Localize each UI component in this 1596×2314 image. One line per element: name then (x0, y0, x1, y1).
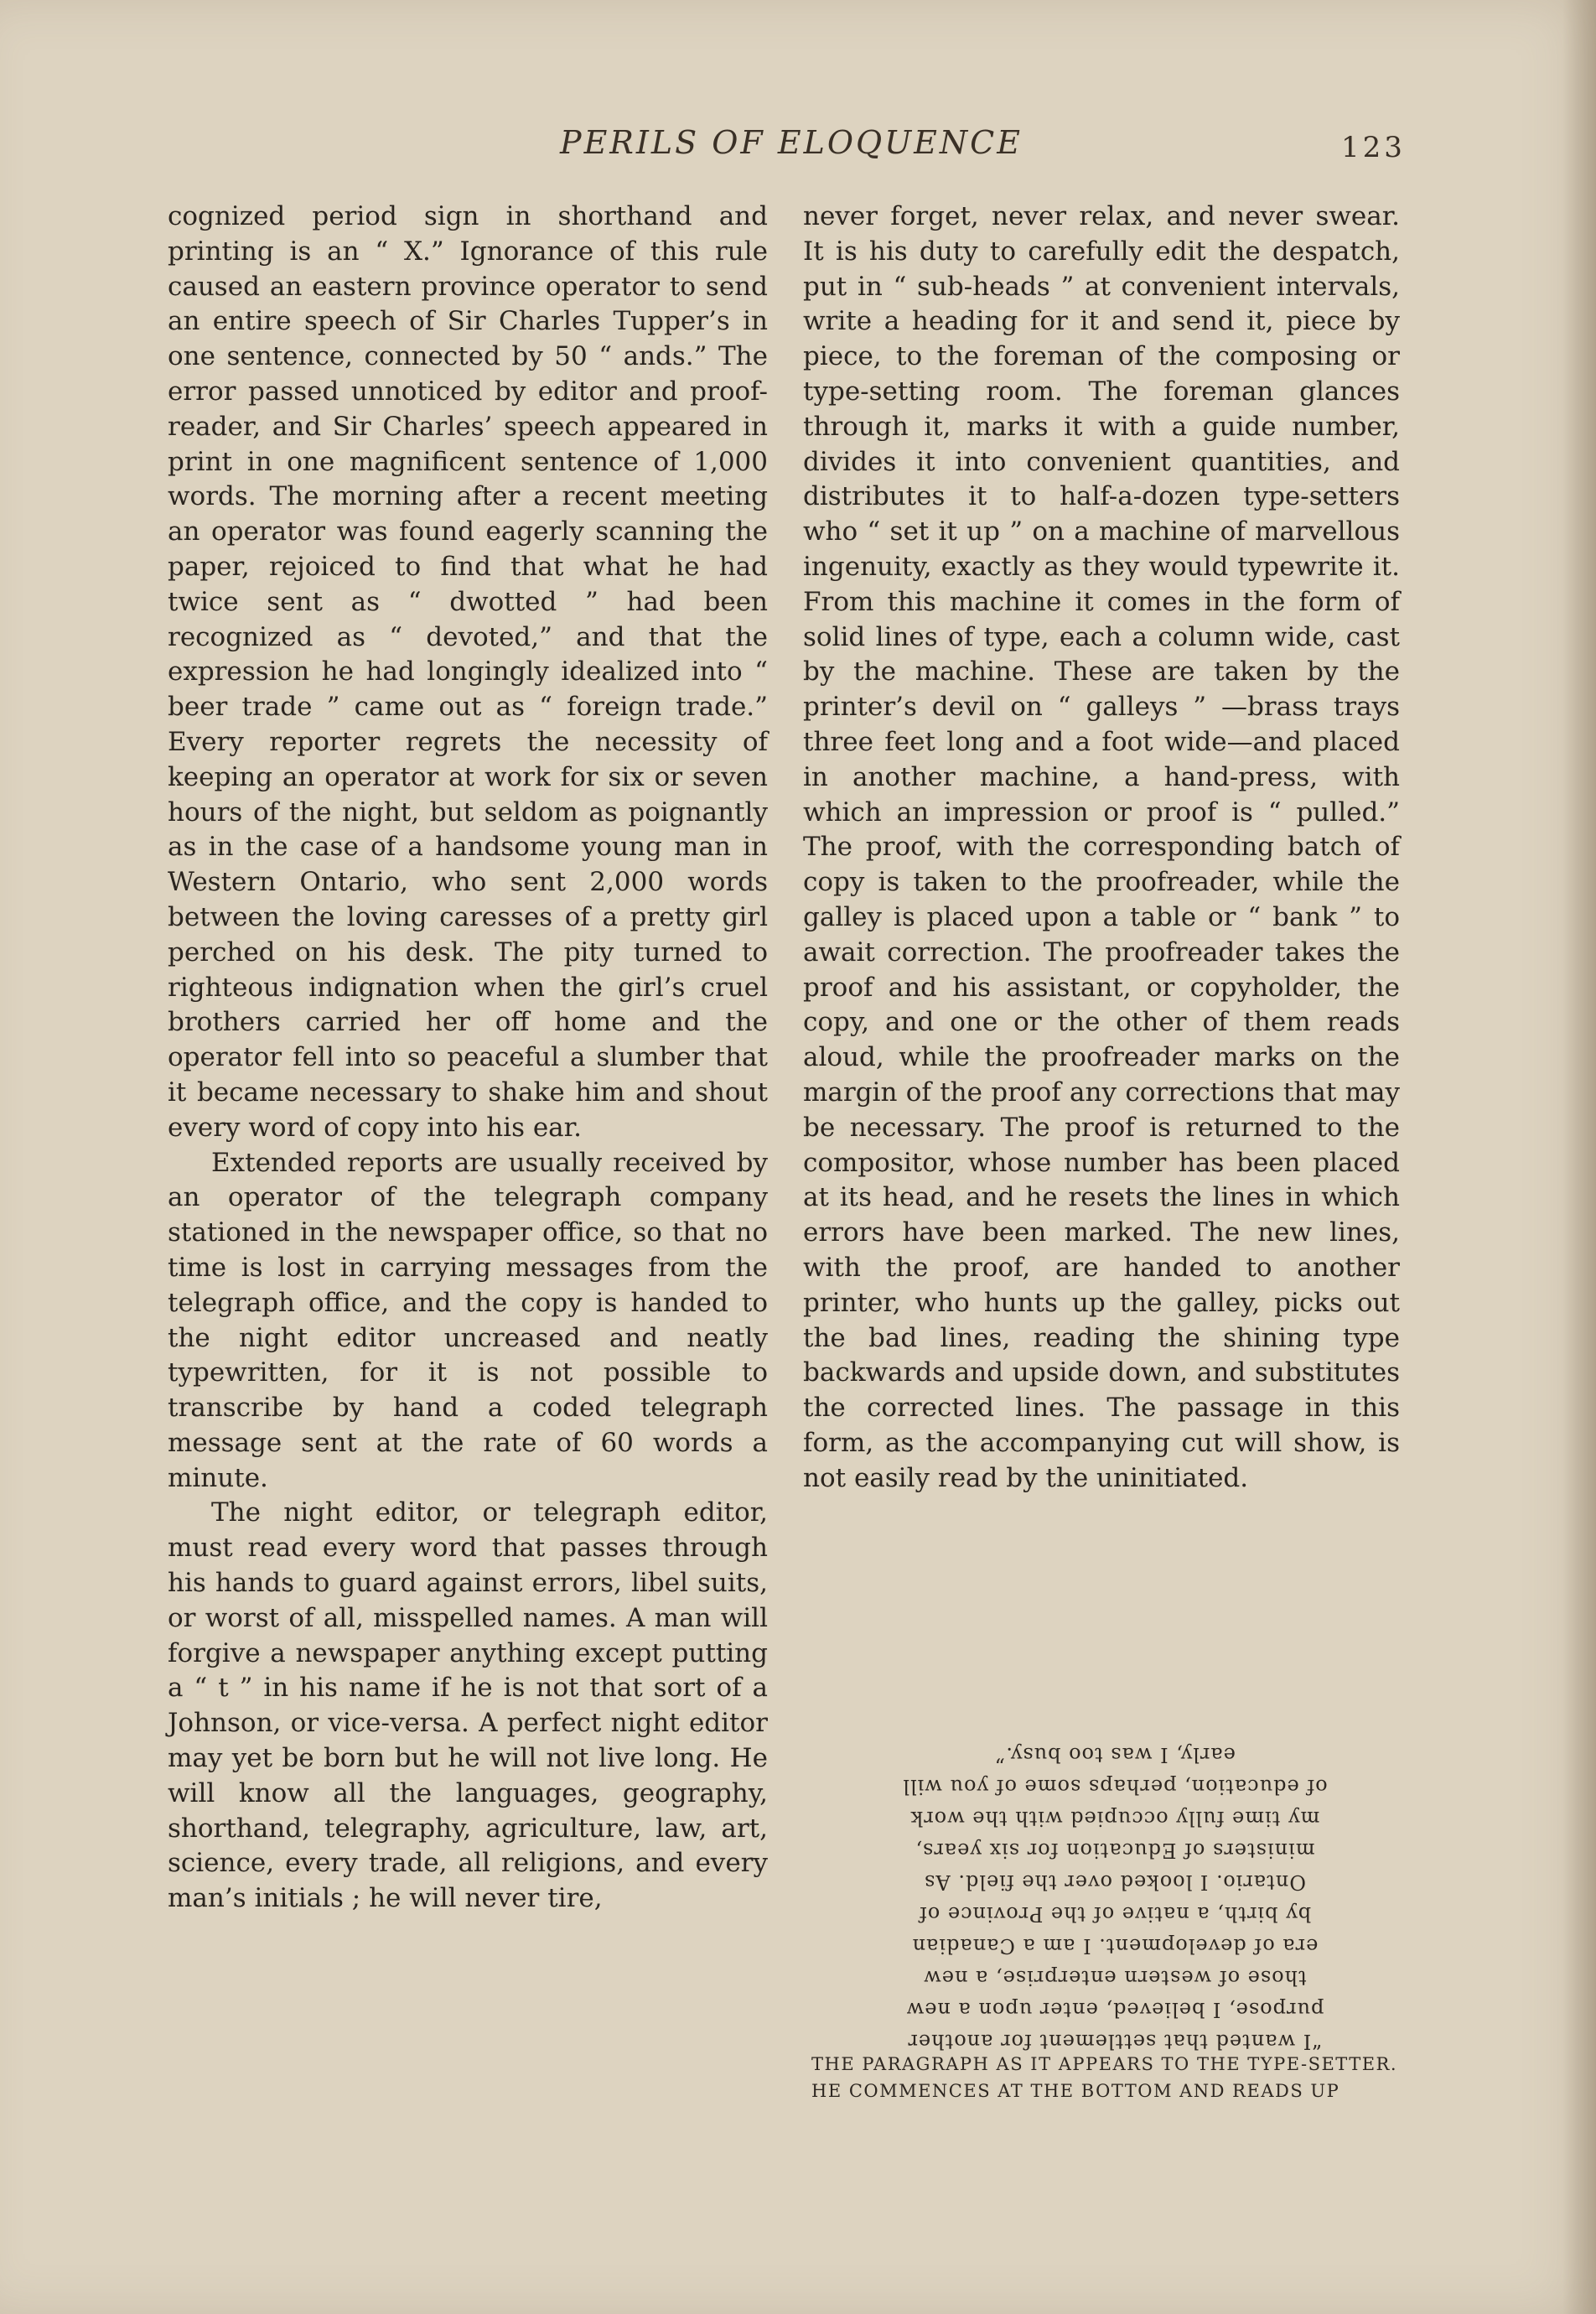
left-paragraph-3: The night editor, or telegraph editor, must read every word that passes through his hands to guard against errors, libel suits, or worst of all, misspelled names. A man will forgive a newspaper anything except putting a “ t ” in his name if he is not that sort of a Johnson, or vice-versa. A perfect night editor may yet be born but he will not live long. He will know all the languages, geography, shorthand, telegraphy, agriculture, law, art, science, every trade, all religions, and every man’s initials ; he will never tire, (168, 1497, 768, 1914)
figure-caption: THE PARAGRAPH AS IT APPEARS TO THE TYPE-SETTER. HE COMMENCES AT THE BOTTOM AND READS UP (811, 2054, 1398, 2101)
type-line: my time fully occupied with the work (909, 1807, 1320, 1830)
type-line: by birth, a native of the Province of (918, 1902, 1312, 1926)
reversed-type-block (830, 1739, 1400, 2057)
type-line: Ontario. I looked over the field. As (924, 1870, 1306, 1894)
type-line: “I wanted that settlement for another (907, 2030, 1323, 2053)
type-line: those of western enterprise, a new (923, 1966, 1307, 1990)
left-paragraph-2: Extended reports are usually received by an operator of the telegraph company stationed in the newspaper office, so that no time is lost in carrying messages from the telegraph office, and the copy is handed to the night editor uncreased and neatly typewritten, for it is not possible to transcribe by hand a coded telegraph message sent at the rate of 60 words a minute. (168, 1147, 768, 1493)
type-line: ministers of Education for six years, (915, 1839, 1315, 1862)
type-sample-figure (830, 1739, 1400, 2057)
type-line: of education, perhaps some of you will (902, 1775, 1328, 1798)
page-edge-shadow (1562, 0, 1596, 2314)
page-header (0, 124, 1596, 174)
page-number: 123 (1341, 131, 1406, 164)
type-line: purpose, I believed, enter upon a new (905, 1998, 1324, 2021)
left-paragraph-1: cognized period sign in shorthand and printing is an “ X.” Ignorance of this rule caused an eastern province operator to send an entire speech of Sir Charles Tupper’s in one sentence, connected by 50 “ ands.” The error passed unnoticed by editor and proof-reader, and Sir Charles’ speech appeared in print in one magnificent sentence of 1,000 words. The morning after a recent meeting an operator was found eagerly scanning the paper, rejoiced to find that what he had twice sent as “ dwotted ” had been recognized as “ devoted,” and that the expression he had longingly idealized into “ beer trade ” came out as “ foreign trade.” Every reporter regrets the necessity of keeping an operator at work for six or seven hours of the night, but seldom as poignantly as in the case of a handsome young man in Western Ontario, who sent 2,000 words between the loving caresses of a pretty girl perched on his desk. The pity turned to righteous indignation when the girl’s cruel brothers carried her off home and the operator fell into so peaceful a slumber that it became necessary to shake him and shout every word of copy into his ear. (168, 201, 768, 1143)
type-line: early, I was too busy.” (994, 1743, 1236, 1767)
right-paragraph-1: never forget, never relax, and never swear. It is his duty to carefully edit the despatch, put in “ sub-heads ” at convenient intervals, write a heading for it and send it, piece by piece, to the foreman of the composing or type-setting room. The foreman glances through it, marks it with a guide number, divides it into convenient quantities, and distributes it to half-a-dozen type-setters who “ set it up ” on a machine of marvellous ingenuity, exactly as they would typewrite it. From this machine it comes in the form of solid lines of type, each a column wide, cast by the machine. These are taken by the printer’s devil on “ galleys ” —brass trays three feet long and a foot wide—and placed in another machine, a hand-press, with which an impression or proof is “ pulled.” The proof, with the corresponding batch of copy is taken to the proofreader, while the galley is placed upon a table or “ bank ” to await correction. The proofreader takes the proof and his assistant, or copyholder, the copy, and one or the other of them reads aloud, while the proofreader marks on the margin of the proof any corrections that may be necessary. The proof is returned to the compositor, whose number has been placed at its head, and he resets the lines in which errors have been marked. The new lines, with the proof, are handed to another printer, who hunts up the galley, picks out the bad lines, reading the shining type backwards and upside down, and substitutes the corrected lines. The passage in this form, as the accompanying cut will show, is not easily read by the uninitiated. (803, 201, 1400, 1493)
type-line: era of development. I am a Canadian (911, 1934, 1319, 1958)
left-column (168, 200, 768, 1917)
right-column (803, 200, 1400, 1496)
running-title: PERILS OF ELOQUENCE (560, 124, 1023, 161)
